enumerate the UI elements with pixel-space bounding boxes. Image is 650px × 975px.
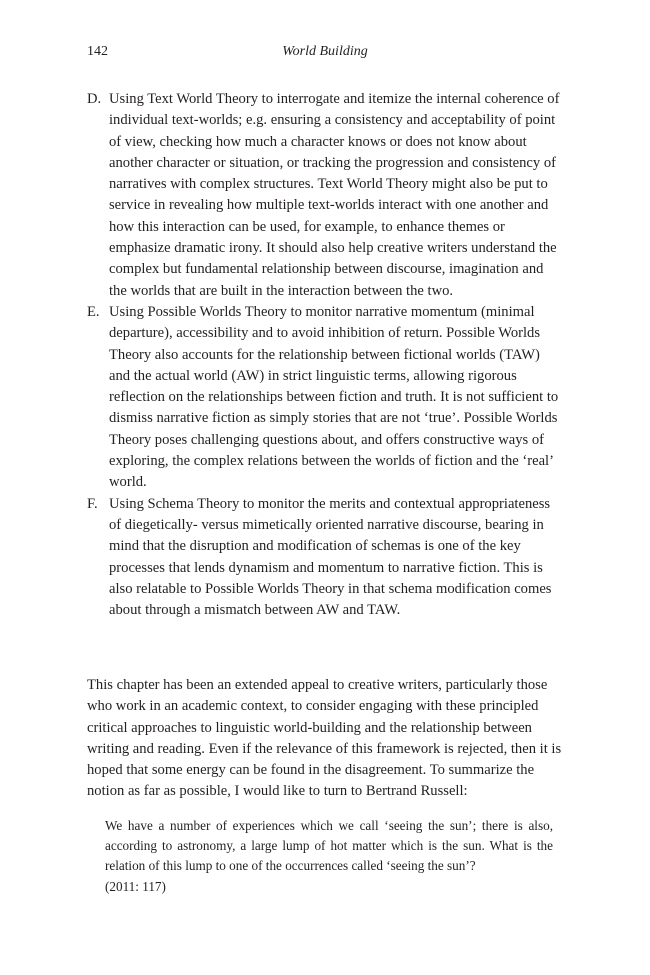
list-marker: F. [87, 495, 98, 512]
list-item-text: Using Schema Theory to monitor the merits and contextual appropriateness of diegetically- versus mimetically oriented narrative discourse, bearing in mind that the disruption and modification of schemas is one of the key processes that lends dynamism and momentum to narrative fiction. This is also relatable to Possible Worlds Theory in that schema modification comes about through a mismatch between AW and TAW. [109, 495, 552, 619]
body-paragraph: This chapter has been an extended appeal to creative writers, particularly those who work in an academic context, to consider engaging with these principled critical approaches to linguistic world-building and the relationship between writing and reading. Even if the relevance of this framework is rejected, then it is hoped that some energy can be found in the disagreement. To summarize the notion as far as possible, I would like to turn to Bertrand Russell: [87, 677, 562, 800]
list-item-e [87, 302, 563, 494]
list-marker: E. [87, 303, 100, 320]
theory-list [87, 89, 563, 621]
list-item-d [87, 89, 563, 302]
running-head: World Building [282, 44, 368, 59]
list-marker: D. [87, 91, 102, 107]
list-item-text: Using Text World Theory to interrogate and itemize the internal coherence of individual text-worlds; e.g. ensuring a consistency and acceptability of point of view, checking how much a character knows or does not know about another character or situation, or tracking the progression and consistency of narratives with complex structures. Text World Theory might also be put to service in revealing how multiple text-worlds interact with one another and how this interaction can be used, for example, to enhance themes or emphasize dramatic irony. It should also help creative writers understand the complex but fundamental relationship between discourse, imagination and the worlds that are built in the interaction between the two. [109, 91, 560, 299]
quote-text: We have a number of experiences which we call ‘seeing the sun’; there is also, according to astronomy, a large lump of hot matter which is the sun. What is the relation of this lump to one of the occurrences called ‘seeing the sun’? [105, 818, 553, 874]
list-item-f [87, 494, 563, 622]
list-item-text: Using Possible Worlds Theory to monitor narrative momentum (minimal departure), accessibility and to avoid inhibition of return. Possible Worlds Theory also accounts for the relationship between fictional worlds (TAW) and the actual world (AW) in strict linguistic terms, allowing rigorous reflection on the relationships between fiction and truth. It is not sufficient to dismiss narrative fiction as simply stories that are not ‘true’. Possible Worlds Theory poses challenging questions about, and offers constructive ways of exploring, the complex relations between the worlds of fiction and the ‘real’ world. [109, 303, 559, 491]
page-number: 142 [87, 44, 108, 59]
page-header [87, 44, 563, 64]
block-quote [105, 816, 553, 897]
quote-citation: (2011: 117) [105, 878, 166, 894]
